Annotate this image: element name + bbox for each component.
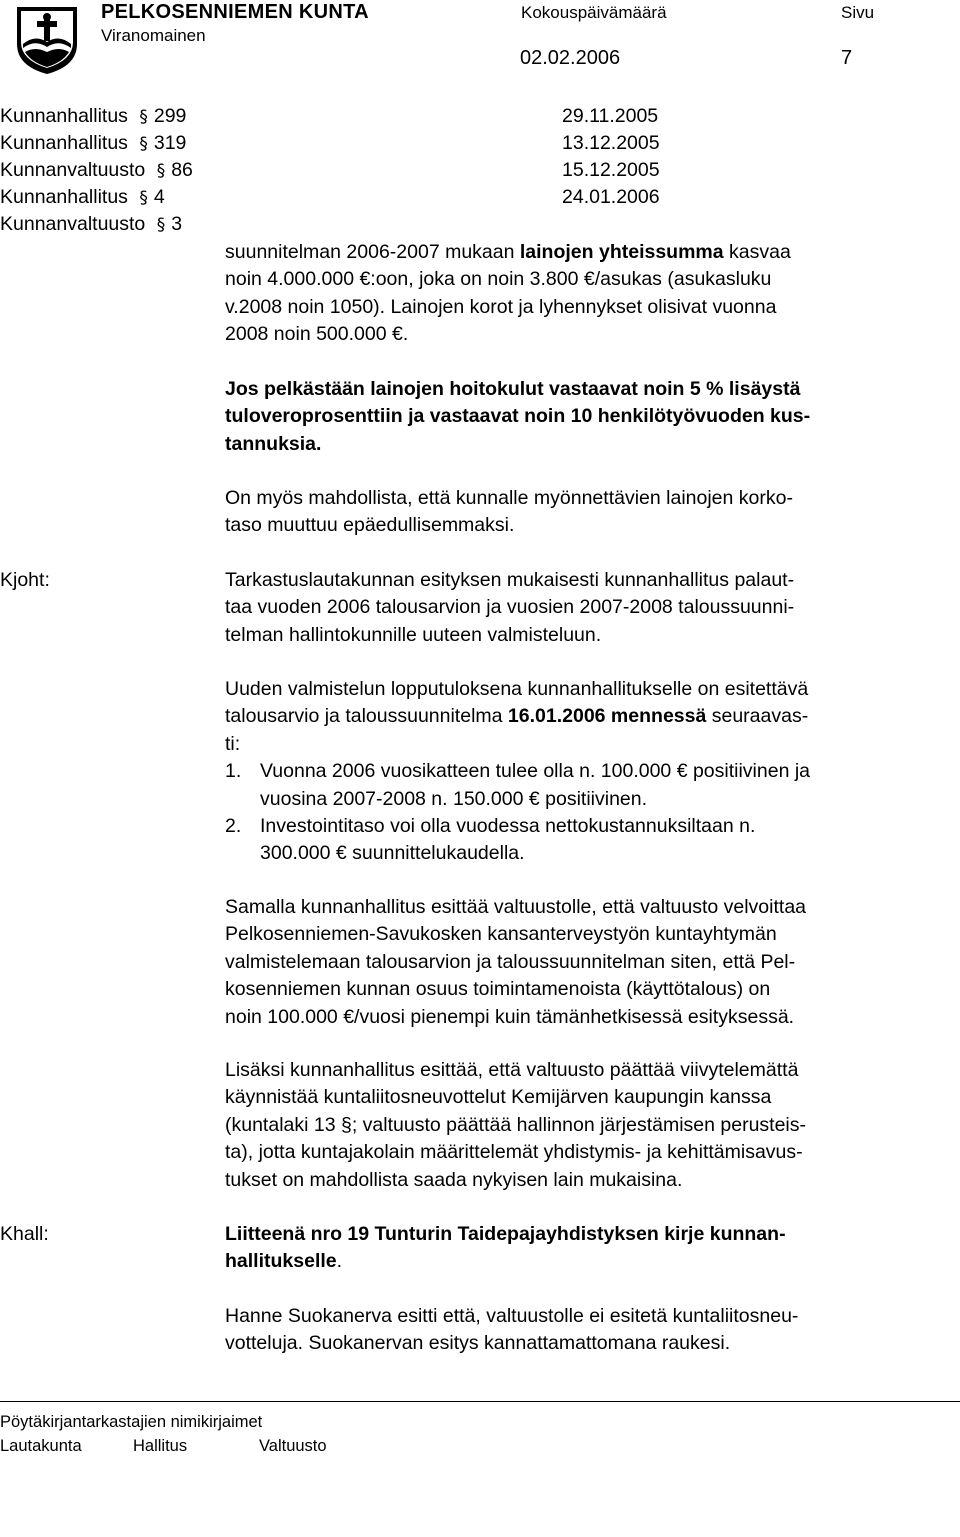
authority-label: Viranomainen [101, 26, 206, 45]
text-line: votteluja. Suokanervan esitys kannattamattomana raukesi. [225, 1332, 731, 1355]
khall-paragraph-2 [225, 1303, 940, 1358]
list-item [225, 813, 940, 840]
text-span: talousarvio ja taloussuunnitelma [225, 705, 508, 728]
loan-cost-paragraph [225, 376, 940, 458]
section-sign-icon: § [139, 107, 148, 127]
text-span: Vuonna 2006 vuosikatteen tulee olla n. 100.000 € positiivinen ja [260, 760, 811, 783]
coat-of-arms-icon [13, 4, 81, 76]
text-line: Lisäksi kunnanhallitus esittää, että valtuusto päättää viivytelemättä [225, 1059, 799, 1081]
kjoht-paragraph-2 [225, 676, 940, 868]
text-line: telman hallintokunnille uuteen valmisteluun. [225, 623, 602, 646]
text-line: tuloveroprosenttiin ja vastaavat noin 10 henkilötyövuoden kus- [225, 405, 811, 428]
section-sign-icon: § [156, 215, 166, 235]
text-bold: lainojen yhteissumma [519, 241, 724, 263]
page-number: 7 [841, 47, 853, 69]
list-number: 2. [225, 815, 242, 838]
reference-body: Kunnanhallitus [0, 132, 128, 154]
meeting-date-label: Kokouspäivämäärä [521, 3, 667, 22]
text-line: 2008 noin 500.000 €. [225, 323, 409, 346]
reference-row [0, 103, 186, 131]
text-line: noin 4.000.000 €:oon, joka on noin 3.800 €/asukas (asukasluku [225, 268, 772, 291]
section-sign-icon: § [139, 188, 148, 208]
reference-row [0, 211, 182, 239]
reference-body: Kunnanhallitus [0, 186, 128, 208]
reference-section: 3 [171, 213, 183, 235]
list-number: 1. [225, 760, 242, 783]
reference-section: 319 [153, 132, 187, 154]
text-line: tannuksia. [225, 432, 322, 455]
page-label: Sivu [841, 3, 875, 22]
kjoht-paragraph-1 [225, 567, 940, 649]
reference-body: Kunnanvaltuusto [0, 159, 146, 181]
text-line: taa vuoden 2006 talousarvion ja vuosien 2007-2008 taloussuunni- [225, 596, 795, 619]
reference-body: Kunnanvaltuusto [0, 213, 146, 235]
attachment-note: hallitukselle [225, 1250, 337, 1273]
intro-paragraph [225, 239, 940, 349]
reference-section: 299 [153, 105, 187, 127]
text-span: . [336, 1250, 343, 1273]
attachment-note: Liitteenä nro 19 Tunturin Taidepajayhdistyksen kirje kunnan- [225, 1223, 786, 1245]
text-line: v.2008 noin 1050). Lainojen korot ja lyhennykset olisivat vuonna [225, 295, 777, 318]
text-line: Uuden valmistelun lopputuloksena kunnanhallitukselle on esitettävä [225, 678, 809, 700]
text-line: (kuntalaki 13 §; valtuusto päättää hallinnon järjestämisen perusteis- [225, 1113, 807, 1136]
text-line: valmistelemaan talousarvion ja taloussuunnitelman siten, että Pel- [225, 950, 796, 973]
deadline-date: 16.01.2006 mennessä [507, 705, 707, 728]
khall-label: Khall: [0, 1223, 49, 1245]
text-line: Pelkosenniemen-Savukosken kansanterveystyön kuntayhtymän [225, 923, 777, 946]
reference-body: Kunnanhallitus [0, 105, 128, 127]
meeting-date: 02.02.2006 [520, 47, 621, 69]
text-line: Hanne Suokanerva esitti että, valtuustolle ei esitetä kuntaliitosneu- [225, 1305, 799, 1327]
reference-section: 4 [153, 186, 165, 208]
text-line: Tarkastuslautakunnan esityksen mukaisesti kunnanhallitus palaut- [225, 569, 795, 591]
text-line: taso muuttuu epäedullisemmaksi. [225, 514, 515, 537]
text-line: kosenniemen kunnan osuus toimintamenoista (käyttötalous) on [225, 978, 771, 1001]
khall-paragraph-1 [225, 1221, 940, 1276]
footer-col-valtuusto: Valtuusto [259, 1437, 327, 1455]
text-line: Samalla kunnanhallitus esittää valtuustolle, että valtuusto velvoittaa [225, 896, 807, 918]
reference-date: 29.11.2005 [562, 105, 659, 127]
kjoht-paragraph-4 [225, 1057, 940, 1194]
reference-date: 24.01.2006 [562, 186, 660, 208]
text-line: Jos pelkästään lainojen hoitokulut vastaavat noin 5 % lisäystä [225, 378, 801, 400]
text-span: suunnitelman 2006-2007 mukaan [225, 241, 520, 263]
text-line: noin 100.000 €/vuosi pienempi kuin tämänhetkisessä esityksessä. [225, 1005, 795, 1028]
interest-paragraph [225, 485, 940, 540]
section-sign-icon: § [156, 161, 166, 181]
text-line: ta), jotta kuntajakolain määrittelemät yhdistymis- ja kehittämisavus- [225, 1141, 803, 1164]
footer-col-lautakunta: Lautakunta [0, 1437, 82, 1455]
kjoht-label: Kjoht: [0, 569, 50, 591]
footer-title: Pöytäkirjantarkastajien nimikirjaimet [0, 1413, 263, 1431]
section-sign-icon: § [139, 134, 148, 154]
text-line: On myös mahdollista, että kunnalle myönnettävien lainojen korko- [225, 487, 793, 509]
reference-date: 13.12.2005 [562, 132, 660, 154]
text-line: vuosina 2007-2008 n. 150.000 € positiivinen. [260, 787, 648, 810]
text-span: kasvaa [723, 241, 791, 263]
text-line: tukset on mahdollista saada nykyisen lain mukaisina. [225, 1168, 683, 1191]
reference-row [0, 130, 186, 158]
footer-divider [0, 1401, 960, 1402]
text-line: käynnistää kuntaliitosneuvottelut Kemijärven kaupungin kanssa [225, 1086, 772, 1109]
reference-row [0, 157, 193, 185]
reference-row [0, 184, 165, 212]
text-span: Investointitaso voi olla vuodessa nettokustannuksiltaan n. [260, 815, 756, 838]
text-line: ti: [225, 732, 241, 755]
reference-date: 15.12.2005 [562, 159, 660, 181]
kjoht-paragraph-3 [225, 894, 940, 1031]
list-item [225, 758, 940, 785]
footer-col-hallitus: Hallitus [133, 1437, 188, 1455]
municipality-name: PELKOSENNIEMEN KUNTA [101, 1, 369, 23]
text-line: 300.000 € suunnittelukaudella. [260, 842, 525, 865]
text-span: seuraavas- [706, 705, 809, 728]
reference-section: 86 [171, 159, 193, 181]
